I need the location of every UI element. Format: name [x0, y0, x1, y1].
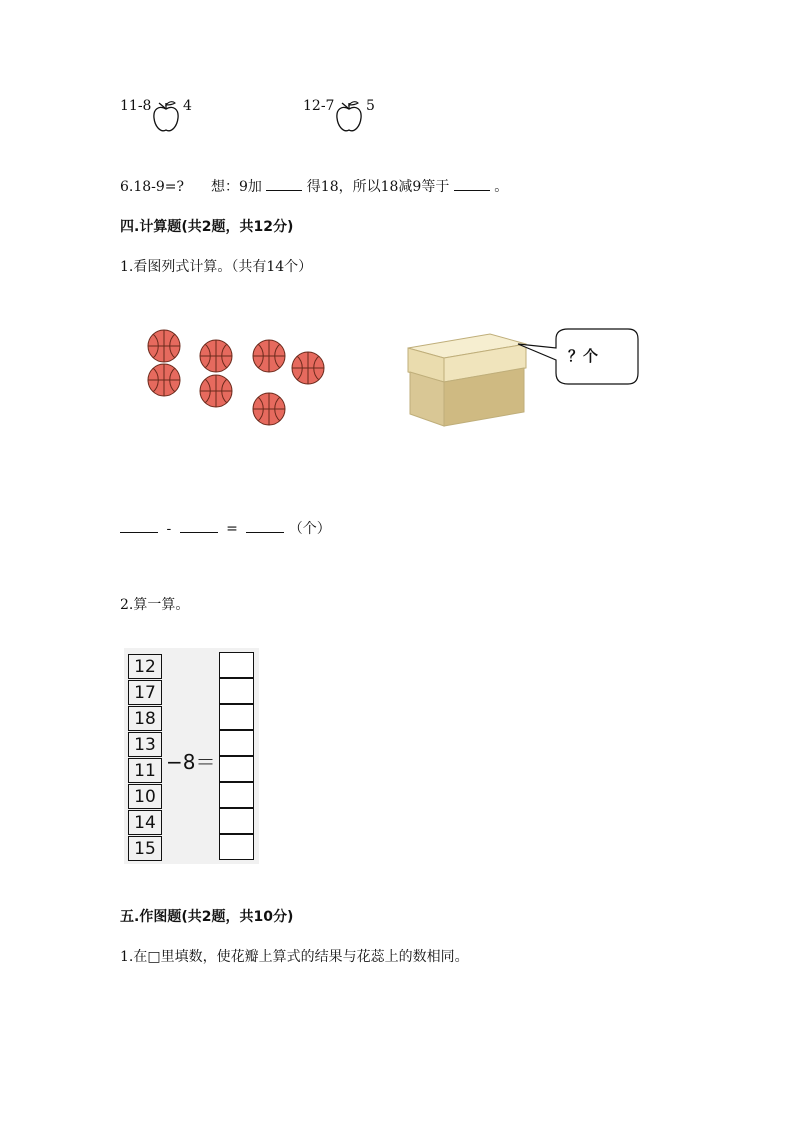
compare-right — [303, 98, 334, 114]
number-cell: 11 — [128, 758, 162, 783]
equation-blank-1[interactable] — [120, 519, 158, 533]
compare-left-num: 4 — [183, 98, 192, 114]
q6-prefix: 6.18-9=? — [120, 179, 185, 195]
q6-think-b: 得18，所以18减9等于 — [306, 179, 450, 195]
apple-icon — [333, 99, 365, 135]
bubble-text: ？个 — [568, 347, 599, 365]
basketball-icon — [146, 328, 182, 364]
equals-sign: = — [226, 521, 238, 537]
compare-right-expr: 12-7 — [303, 98, 335, 114]
equation-blank-2[interactable] — [180, 519, 218, 533]
number-cell: 14 — [128, 810, 162, 835]
number-cell: 13 — [128, 732, 162, 757]
answer-cell[interactable] — [219, 782, 254, 808]
q4-1-equation — [120, 518, 331, 538]
compare-left-expr: 11-8 — [120, 98, 152, 114]
section-5-title: 五.作图题(共2题，共10分) — [120, 909, 294, 925]
answer-cell[interactable] — [219, 652, 254, 678]
number-cell: 15 — [128, 836, 162, 861]
q6-blank-1[interactable] — [266, 177, 302, 191]
equation-blank-3[interactable] — [246, 519, 284, 533]
apple-icon — [150, 99, 182, 135]
compare-right-num: 5 — [366, 98, 375, 114]
compare-left — [120, 98, 151, 114]
section-4-title: 四.计算题(共2题，共12分) — [120, 219, 294, 235]
q6-think-a: 想：9加 — [210, 179, 262, 195]
answer-cell[interactable] — [219, 808, 254, 834]
number-cell: 17 — [128, 680, 162, 705]
answer-cell[interactable] — [219, 834, 254, 860]
q6-suffix: 。 — [494, 179, 509, 195]
number-cell: 18 — [128, 706, 162, 731]
basketball-icon — [198, 338, 234, 374]
basketball-icon — [251, 391, 287, 427]
minus-sign: - — [166, 521, 172, 537]
question-6 — [120, 176, 508, 196]
answer-cell[interactable] — [219, 704, 254, 730]
basketball-icon — [198, 373, 234, 409]
q4-1-text: 1.看图列式计算。（共有14个） — [120, 259, 313, 275]
operator-text: −8＝ — [166, 750, 216, 774]
basketball-icon — [290, 350, 326, 386]
answer-cell[interactable] — [219, 730, 254, 756]
answer-cell[interactable] — [219, 678, 254, 704]
basketball-icon — [251, 338, 287, 374]
box-icon — [402, 328, 532, 430]
q4-2-text: 2.算一算。 — [120, 597, 190, 613]
basketball-icon — [146, 362, 182, 398]
unit-label: （个） — [288, 521, 331, 537]
number-cell: 10 — [128, 784, 162, 809]
q6-blank-2[interactable] — [454, 177, 490, 191]
q5-1-text: 1.在□里填数，使花瓣上算式的结果与花蕊上的数相同。 — [120, 949, 469, 965]
answer-cell[interactable] — [219, 756, 254, 782]
number-cell: 12 — [128, 654, 162, 679]
